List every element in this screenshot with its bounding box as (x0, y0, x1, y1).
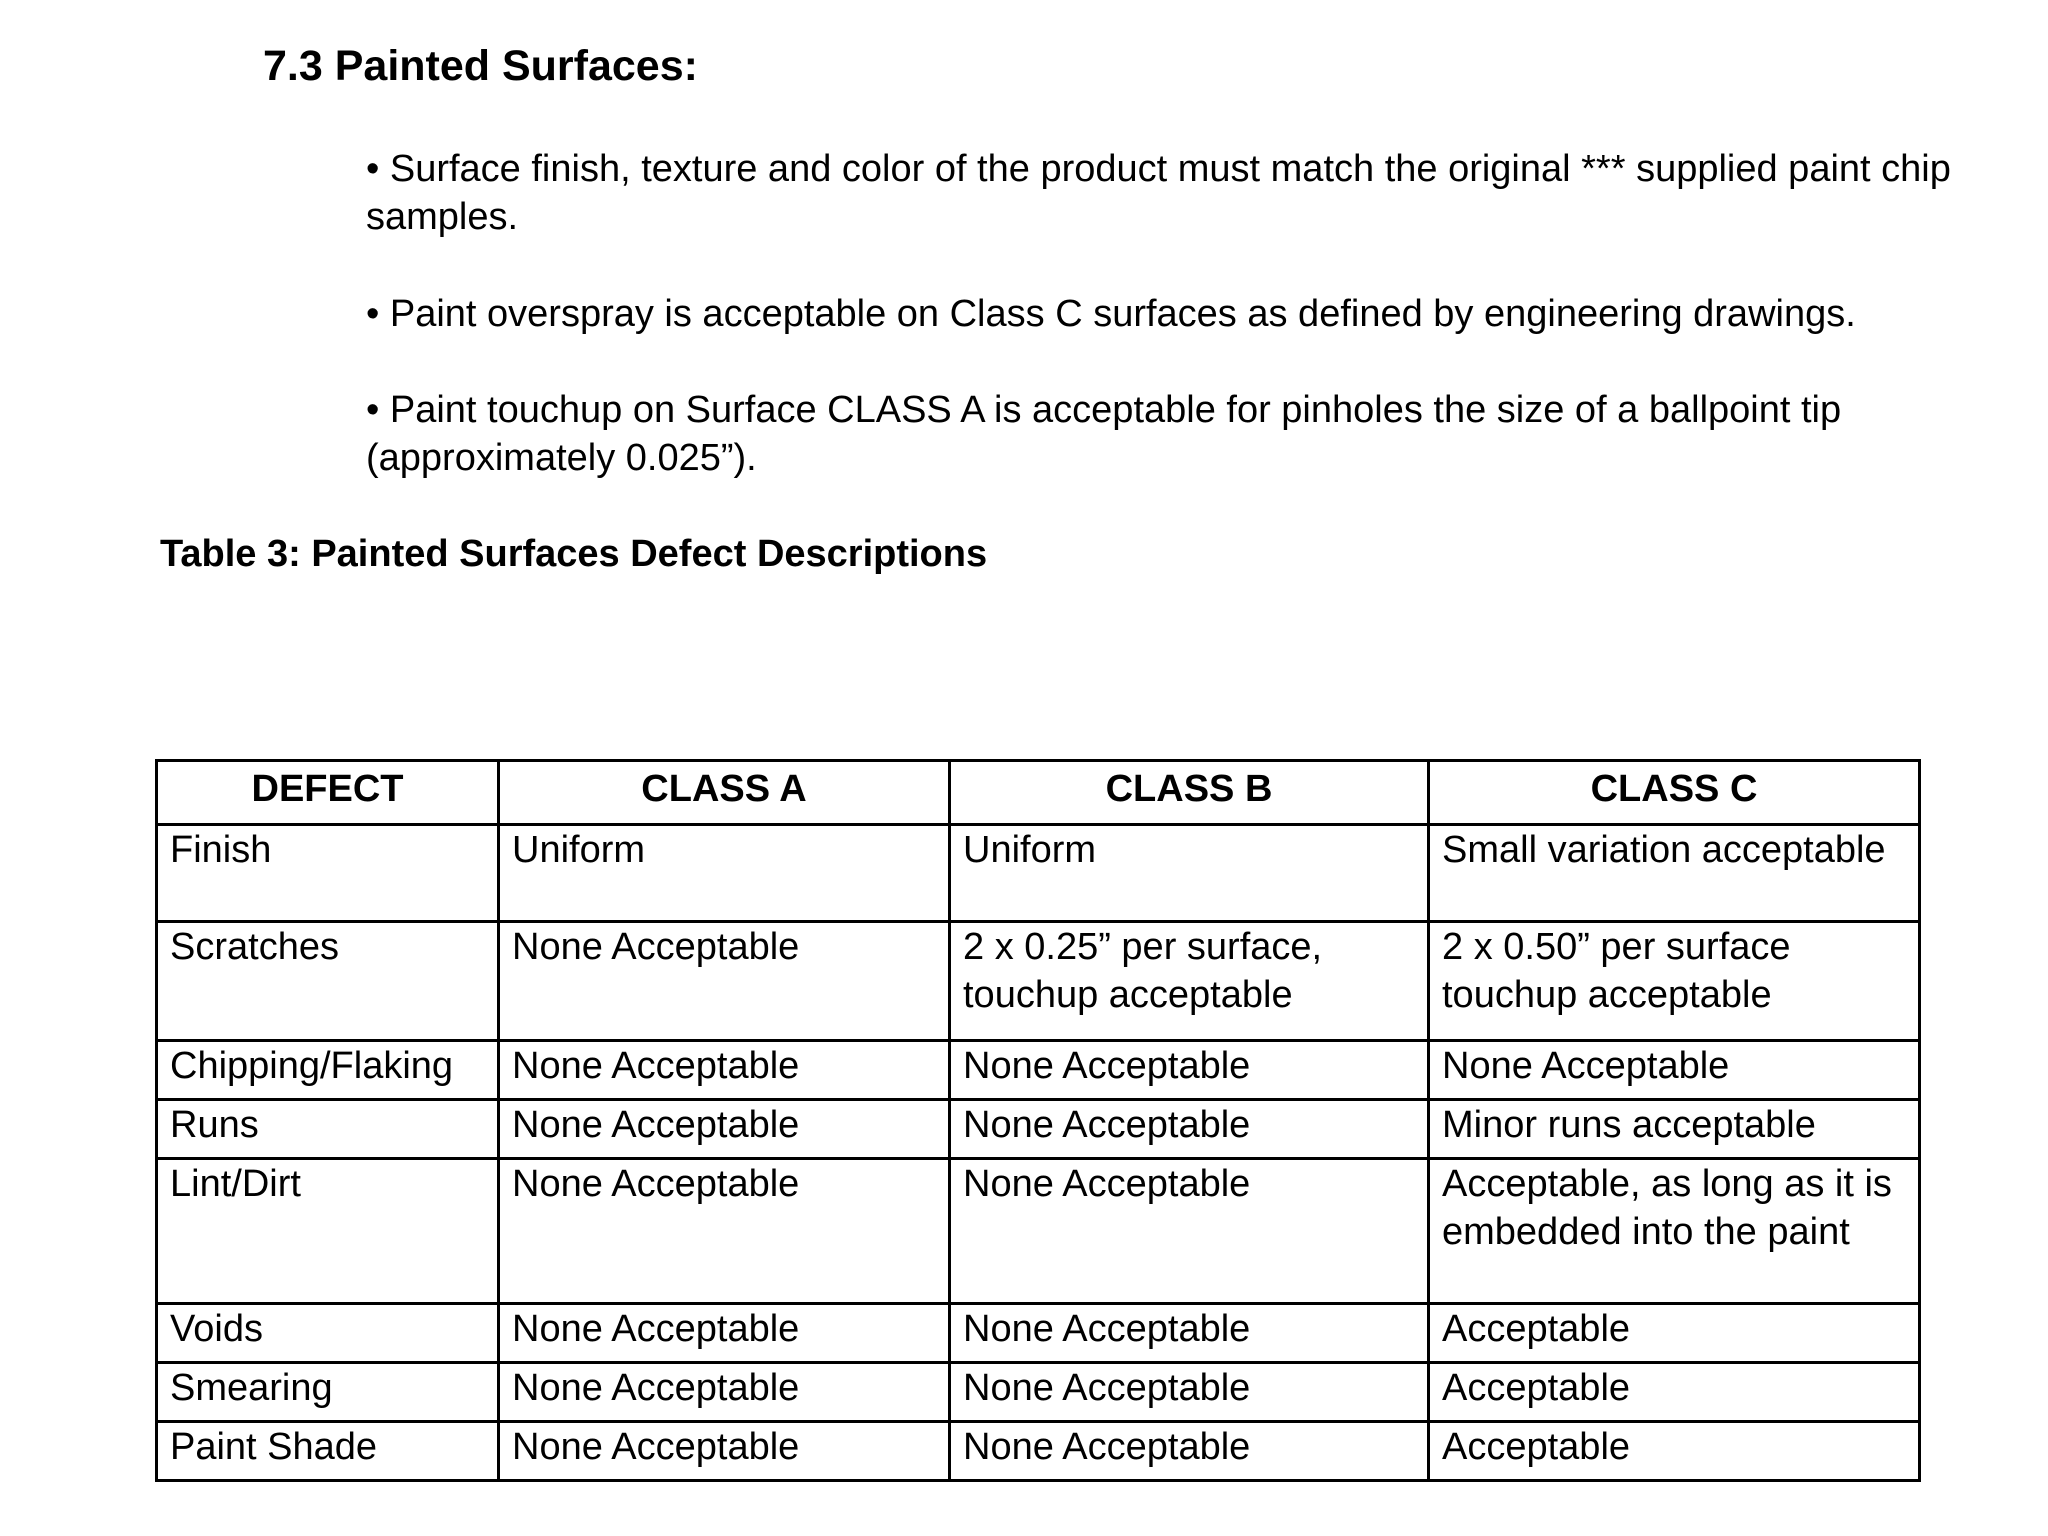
defect-cell: Smearing (157, 1363, 499, 1422)
section-heading: 7.3 Painted Surfaces: (263, 42, 698, 90)
class-c-cell: 2 x 0.50” per surface touchup acceptable (1429, 922, 1920, 1041)
defect-cell: Lint/Dirt (157, 1159, 499, 1304)
table-row (157, 1363, 1920, 1422)
bullet-paint-match: • Surface finish, texture and color of the product must match the original *** supplied paint chip samples. (366, 148, 1951, 238)
class-a-cell: None Acceptable (499, 1422, 950, 1481)
class-a-cell: None Acceptable (499, 922, 950, 1041)
header-class-b: CLASS B (950, 761, 1429, 825)
class-b-cell: None Acceptable (950, 1304, 1429, 1363)
class-b-cell: None Acceptable (950, 1363, 1429, 1422)
class-a-cell: Uniform (499, 825, 950, 922)
table-row (157, 1422, 1920, 1481)
class-b-cell: None Acceptable (950, 1159, 1429, 1304)
bullet-overspray: • Paint overspray is acceptable on Class C surfaces as defined by engineering drawings. (366, 293, 1856, 335)
class-b-cell: None Acceptable (950, 1041, 1429, 1100)
table-header-row (157, 761, 1920, 825)
header-class-a: CLASS A (499, 761, 950, 825)
class-c-cell: Acceptable (1429, 1422, 1920, 1481)
class-a-cell: None Acceptable (499, 1304, 950, 1363)
defect-cell: Runs (157, 1100, 499, 1159)
class-b-cell: None Acceptable (950, 1422, 1429, 1481)
class-a-cell: None Acceptable (499, 1100, 950, 1159)
defect-cell: Scratches (157, 922, 499, 1041)
defect-cell: Finish (157, 825, 499, 922)
class-b-cell: 2 x 0.25” per surface, touchup acceptable (950, 922, 1429, 1041)
table-row (157, 825, 1920, 922)
table-row (157, 1304, 1920, 1363)
table-row (157, 1041, 1920, 1100)
defect-cell: Voids (157, 1304, 499, 1363)
defect-cell: Paint Shade (157, 1422, 499, 1481)
class-c-cell: None Acceptable (1429, 1041, 1920, 1100)
class-a-cell: None Acceptable (499, 1363, 950, 1422)
class-b-cell: None Acceptable (950, 1100, 1429, 1159)
class-a-cell: None Acceptable (499, 1159, 950, 1304)
class-b-cell: Uniform (950, 825, 1429, 922)
bullet-touchup: • Paint touchup on Surface CLASS A is acceptable for pinholes the size of a ballpoint tip (approximately 0.025”). (366, 389, 1842, 479)
defect-table (155, 759, 1921, 1482)
table-caption: Table 3: Painted Surfaces Defect Descriptions (160, 533, 988, 575)
class-c-cell: Acceptable (1429, 1363, 1920, 1422)
class-a-cell: None Acceptable (499, 1041, 950, 1100)
header-class-c: CLASS C (1429, 761, 1920, 825)
class-c-cell: Acceptable (1429, 1304, 1920, 1363)
table-row (157, 1100, 1920, 1159)
class-c-cell: Minor runs acceptable (1429, 1100, 1920, 1159)
class-c-cell: Acceptable, as long as it is embedded into the paint (1429, 1159, 1920, 1304)
header-defect: DEFECT (157, 761, 499, 825)
table-row (157, 1159, 1920, 1304)
class-c-cell: Small variation acceptable (1429, 825, 1920, 922)
table-row (157, 922, 1920, 1041)
defect-cell: Chipping/Flaking (157, 1041, 499, 1100)
